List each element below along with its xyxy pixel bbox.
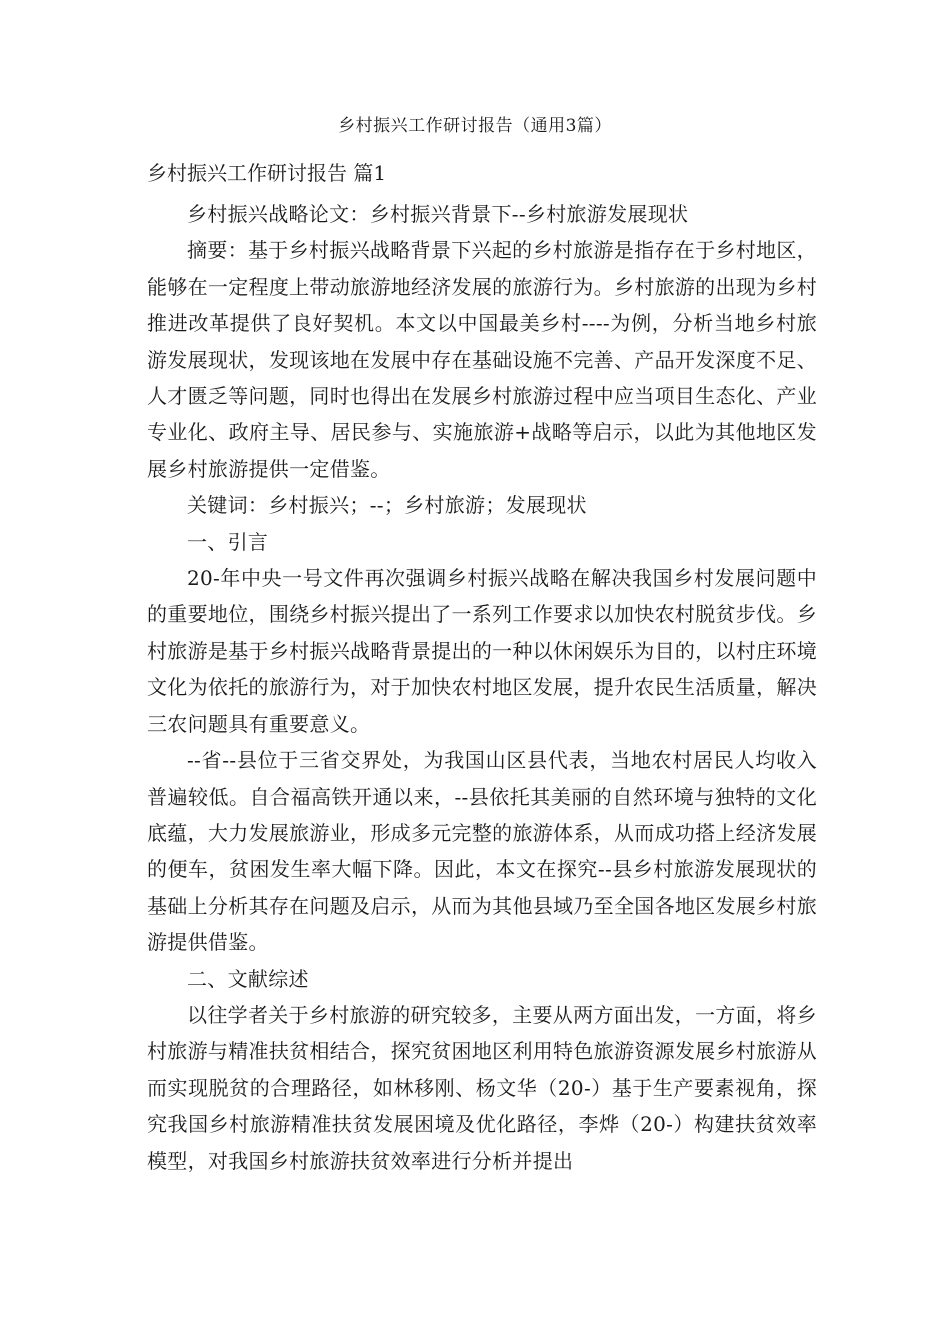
heading-literature-review: 二、文献综述 bbox=[187, 966, 309, 991]
paragraph-introduction-1: 20-年中央一号文件再次强调乡村振兴战略在解决我国乡村发展问题中的重要地位，围绕乡村振兴提出了一系列工作要求以加快农村脱贫步伐。乡村旅游是基于乡村振兴战略背景提出的一种以休闲娱乐为目的，以村庄环境文化为依托的旅游行为，对于加快农村地区发展，提升农民生活质量，解决三农问题具有重要意义。 bbox=[147, 566, 817, 736]
document-body bbox=[147, 196, 817, 1179]
paragraph-keywords: 关键词：乡村振兴；--；乡村旅游；发展现状 bbox=[187, 493, 587, 518]
document-title: 乡村振兴工作研讨报告（通用3篇） bbox=[338, 116, 612, 136]
section-heading: 乡村振兴工作研讨报告 篇1 bbox=[147, 161, 387, 185]
heading-introduction: 一、引言 bbox=[187, 529, 269, 554]
paragraph-introduction-2: --省--县位于三省交界处，为我国山区县代表，当地农村居民人均收入普遍较低。自合福高铁开通以来，--县依托其美丽的自然环境与独特的文化底蕴，大力发展旅游业，形成多元完整的旅游体系，从而成功搭上经济发展的便车，贫困发生率大幅下降。因此，本文在探究--县乡村旅游发展现状的基础上分析其存在问题及启示，从而为其他县域乃至全国各地区发展乡村旅游提供借鉴。 bbox=[147, 748, 817, 955]
paragraph-literature-review: 以往学者关于乡村旅游的研究较多，主要从两方面出发，一方面，将乡村旅游与精准扶贫相结合，探究贫困地区利用特色旅游资源发展乡村旅游从而实现脱贫的合理路径，如林移刚、杨文华（20-）基于生产要素视角，探究我国乡村旅游精准扶贫发展困境及优化路径，李烨（20-）构建扶贫效率模型，对我国乡村旅游扶贫效率进行分析并提出 bbox=[147, 1002, 817, 1173]
paragraph-abstract: 摘要：基于乡村振兴战略背景下兴起的乡村旅游是指存在于乡村地区，能够在一定程度上带动旅游地经济发展的旅游行为。乡村旅游的出现为乡村推进改革提供了良好契机。本文以中国最美乡村----为例，分析当地乡村旅游发展现状，发现该地在发展中存在基础设施不完善、产品开发深度不足、人才匮乏等问题，同时也得出在发展乡村旅游过程中应当项目生态化、产业专业化、政府主导、居民参与、实施旅游+战略等启示，以此为其他地区发展乡村旅游提供一定借鉴。 bbox=[147, 238, 817, 481]
paragraph-subtitle: 乡村振兴战略论文：乡村振兴背景下--乡村旅游发展现状 bbox=[187, 202, 689, 226]
